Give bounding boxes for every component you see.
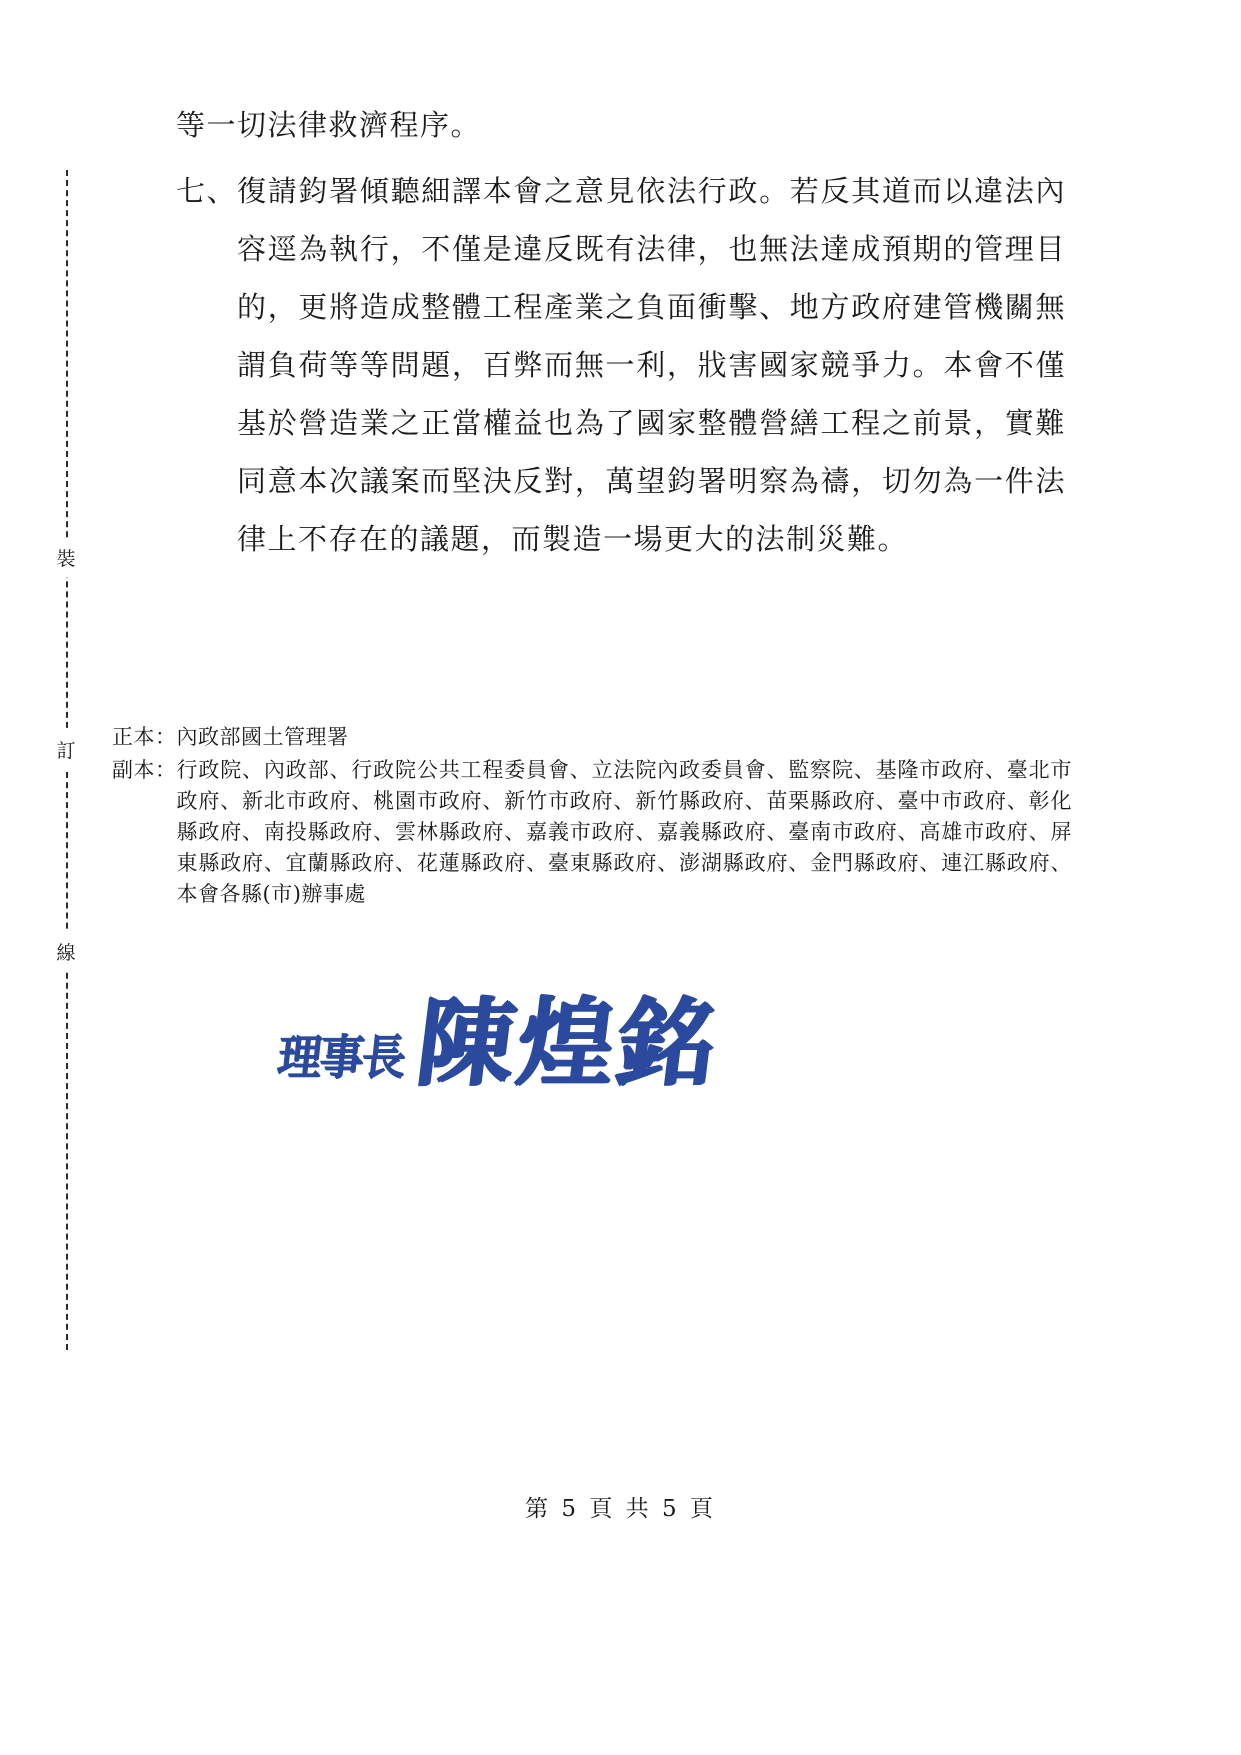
signature-name: 陳煌銘 (411, 986, 725, 1099)
distribution-copy-label: 副本： (112, 758, 177, 782)
signature-title: 理事長 (274, 1030, 407, 1086)
paragraph-continuation: 等一切法律救濟程序。 (176, 108, 482, 142)
binding-label-xian: 線 (48, 932, 84, 971)
page-footer: 第 5 頁 共 5 頁 (525, 1496, 716, 1522)
signature-block (274, 986, 725, 1099)
binding-label-zhuang: 裝 (48, 538, 84, 577)
paragraph-item-7 (176, 162, 1066, 568)
distribution-original-value: 內政部國土管理署 (176, 725, 349, 749)
document-body (176, 96, 1066, 568)
paragraph-item-7-text: 復請鈞署傾聽細譯本會之意見依法行政。若反其道而以違法內容逕為執行，不僅是違反既有法律，也無法達成預期的管理目的，更將造成整體工程產業之負面衝擊、地方政府建管機關無謂負荷等等問題，百弊而無一利，戕害國家競爭力。本會不僅基於營造業之正當權益也為了國家整體營繕工程之前景，實難同意本次議案而堅決反對，萬望鈞署明察為禱，切勿為一件法律上不存在的議題，而製造一場更大的法制災難。 (237, 174, 1066, 556)
distribution-block (112, 722, 1072, 910)
distribution-copy-value: 行政院、內政部、行政院公共工程委員會、立法院內政委員會、監察院、基隆市政府、臺北市政府、新北市政府、桃園市政府、新竹市政府、新竹縣政府、苗栗縣政府、臺中市政府、彰化縣政府、南投縣政府、雲林縣政府、嘉義市政府、嘉義縣政府、臺南市政府、高雄市政府、屏東縣政府、宜蘭縣政府、花蓮縣政府、臺東縣政府、澎湖縣政府、金門縣政府、連江縣政府、本會各縣(市)辦事處 (176, 758, 1072, 906)
distribution-copy-row (112, 755, 1072, 910)
paragraph-item-7-number: 七、 (176, 174, 238, 208)
distribution-original-label: 正本： (112, 725, 177, 749)
distribution-original-row (112, 722, 1072, 753)
binding-label-ding: 訂 (48, 730, 84, 769)
